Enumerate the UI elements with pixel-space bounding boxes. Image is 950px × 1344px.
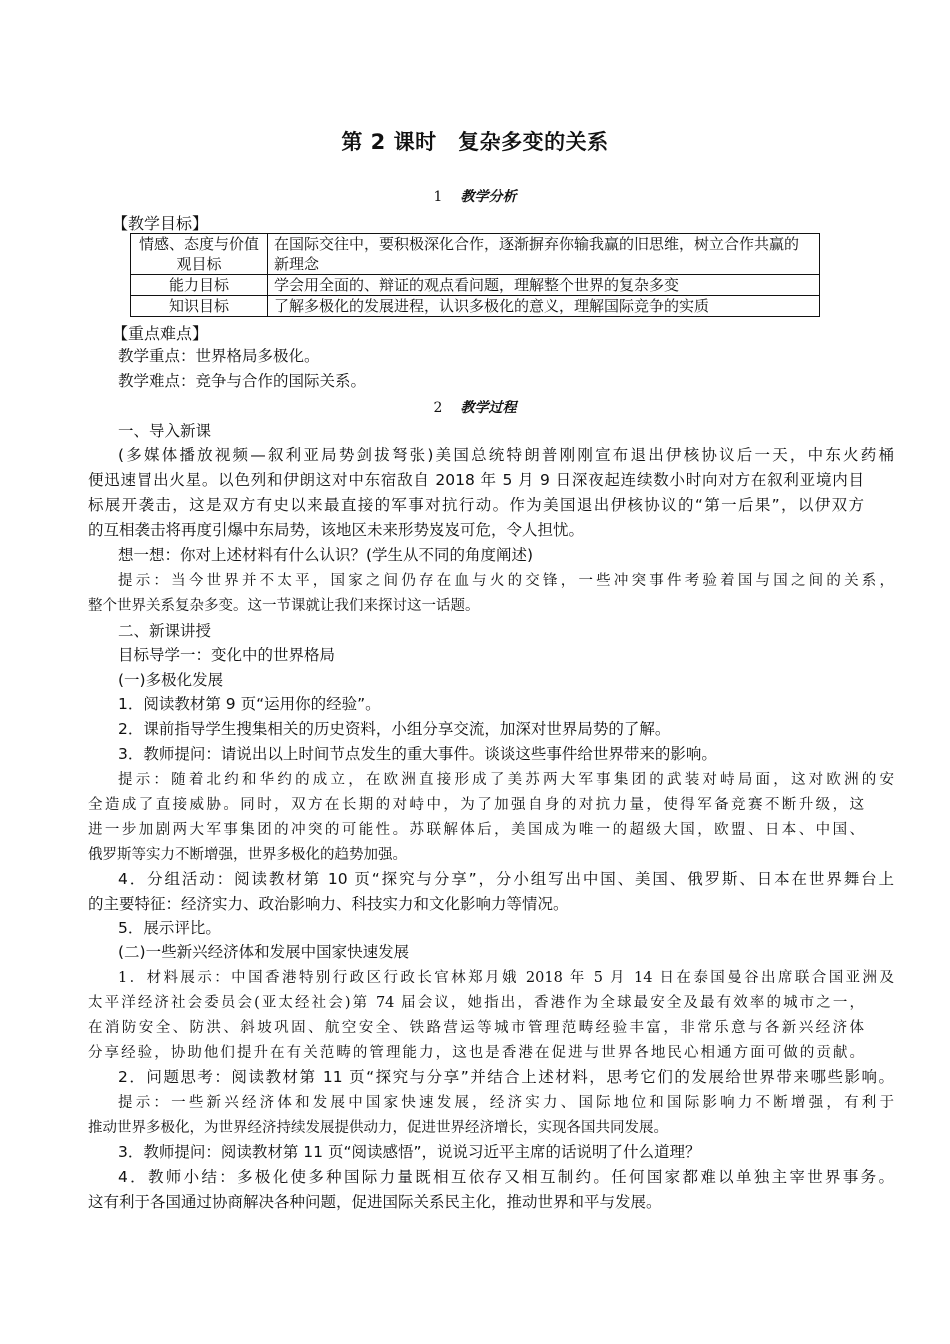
paragraph-line: 提示：随着北约和华约的成立，在欧洲直接形成了美苏两大军事集团的武装对峙局面，这对欧洲的安 — [118, 772, 894, 788]
paragraph-line: 4．教师小结：多极化使多种国际力量既相互依存又相互制约。任何国家都难以单独主宰世界事务。 — [118, 1168, 894, 1186]
paragraph-line: 4．分组活动：阅读教材第 10 页“探究与分享”，分小组写出中国、美国、俄罗斯、日本在世界舞台上 — [118, 870, 894, 888]
paragraph-line: 俄罗斯等实力不断增强，世界多极化的趋势加强。 — [88, 847, 407, 863]
section-heading-process — [0, 397, 950, 417]
goal-value: 了解多极化的发展进程，认识多极化的意义，理解国际竞争的实质 — [268, 296, 820, 317]
section-number: 2 — [433, 400, 443, 416]
paragraph-line: 3．教师提问：阅读教材第 11 页“阅读感悟”，说说习近平主席的话说明了什么道理？ — [118, 1143, 701, 1161]
paragraph-line: 一、导入新课 — [118, 422, 212, 440]
key-point: 教学重点：世界格局多极化。 — [118, 347, 320, 365]
section-label: 教学过程 — [460, 400, 517, 416]
paragraph-line: 这有利于各国通过协商解决各种问题，促进国际关系民主化，推动世界和平与发展。 — [88, 1193, 662, 1211]
paragraph-line: 提示：当今世界并不太平，国家之间仍存在血与火的交锋，一些冲突事件考验着国与国之间的关系， — [118, 573, 894, 589]
paragraph-line: 推动世界多极化，为世界经济持续发展提供动力，促进世界经济增长，实现各国共同发展。 — [88, 1120, 668, 1136]
paragraph-line: 的互相袭击将再度引爆中东局势，该地区未来形势岌岌可危，令人担忧。 — [88, 521, 585, 539]
difficult-point: 教学难点：竞争与合作的国际关系。 — [118, 372, 367, 390]
paragraph-line: 5．展示评比。 — [118, 919, 221, 937]
paragraph-line: 在消防安全、防洪、斜坡巩固、航空安全、铁路营运等城市管理范畴经验丰富，非常乐意与各新兴经济体 — [88, 1020, 864, 1036]
paragraph-line: 二、新课讲授 — [118, 622, 212, 640]
goal-key: 知识目标 — [131, 296, 268, 317]
paragraph-line: 全造成了直接威胁。同时，双方在长期的对峙中，为了加强自身的对抗力量，使得军备竞赛不断升级，这 — [88, 797, 864, 813]
table-row — [131, 296, 820, 317]
paragraph-line: 标展开袭击，这是双方有史以来最直接的军事对抗行动。作为美国退出伊核协议的“第一后果”，以伊双方 — [88, 496, 864, 514]
goal-key: 情感、态度与价值观目标 — [131, 234, 268, 275]
page-title: 第 2 课时 复杂多变的关系 — [341, 130, 609, 154]
paragraph-line: 分享经验，协助他们提升在有关范畴的管理能力，这也是香港在促进与世界各地民心相通方面可做的贡献。 — [88, 1045, 864, 1061]
paragraph-line: 便迅速冒出火星。以色列和伊朗这对中东宿敌自 2018 年 5 月 9 日深夜起连续数小时向对方在叙利亚境内目 — [88, 471, 864, 489]
goal-key: 能力目标 — [131, 275, 268, 296]
paragraph-line: 2．课前指导学生搜集相关的历史资料，小组分享交流，加深对世界局势的了解。 — [118, 720, 671, 738]
section-heading-analysis — [0, 186, 950, 206]
paragraph-line: 1．阅读教材第 9 页“运用你的经验”。 — [118, 695, 381, 713]
goal-value: 学会用全面的、辩证的观点看问题，理解整个世界的复杂多变 — [268, 275, 820, 296]
paragraph-line: 1．材料展示：中国香港特别行政区行政长官林郑月娥 2018 年 5 月 14 日在泰国曼谷出席联合国亚洲及 — [118, 970, 894, 986]
goal-value: 在国际交往中，要积极深化合作，逐渐摒弃你输我赢的旧思维，树立合作共赢的新理念 — [268, 234, 820, 275]
paragraph-line: (多媒体播放视频—叙利亚局势剑拔弩张)美国总统特朗普刚刚宣布退出伊核协议后一天，中东火药桶 — [118, 446, 894, 464]
paragraph-line: 提示：一些新兴经济体和发展中国家快速发展，经济实力、国际地位和国际影响力不断增强，有利于 — [118, 1095, 894, 1111]
paragraph-line: (二)一些新兴经济体和发展中国家快速发展 — [118, 943, 410, 961]
paragraph-line: 太平洋经济社会委员会(亚太经社会)第 74 届会议，她指出，香港作为全球最安全及最有效率的城市之一， — [88, 995, 864, 1011]
goals-table — [130, 233, 820, 317]
section-number: 1 — [433, 189, 443, 205]
paragraph-line: 的主要特征：经济实力、政治影响力、科技实力和文化影响力等情况。 — [88, 895, 569, 913]
section-label: 教学分析 — [460, 189, 517, 205]
paragraph-line: 2．问题思考：阅读教材第 11 页“探究与分享”并结合上述材料，思考它们的发展给世界带来哪些影响。 — [118, 1068, 894, 1086]
table-row — [131, 275, 820, 296]
paragraph-line: 3．教师提问：请说出以上时间节点发生的重大事件。谈谈这些事件给世界带来的影响。 — [118, 745, 717, 763]
goals-heading: 【教学目标】 — [112, 214, 209, 233]
table-row — [131, 234, 820, 275]
paragraph-line: (一)多极化发展 — [118, 671, 224, 689]
paragraph-line: 想一想：你对上述材料有什么认识？(学生从不同的角度阐述) — [118, 546, 534, 564]
key-points-heading: 【重点难点】 — [112, 324, 209, 343]
paragraph-line: 整个世界关系复杂多变。这一节课就让我们来探讨这一话题。 — [88, 598, 480, 614]
paragraph-line: 目标导学一：变化中的世界格局 — [118, 646, 336, 664]
paragraph-line: 进一步加剧两大军事集团的冲突的可能性。苏联解体后，美国成为唯一的超级大国，欧盟、日本、中国、 — [88, 822, 864, 838]
